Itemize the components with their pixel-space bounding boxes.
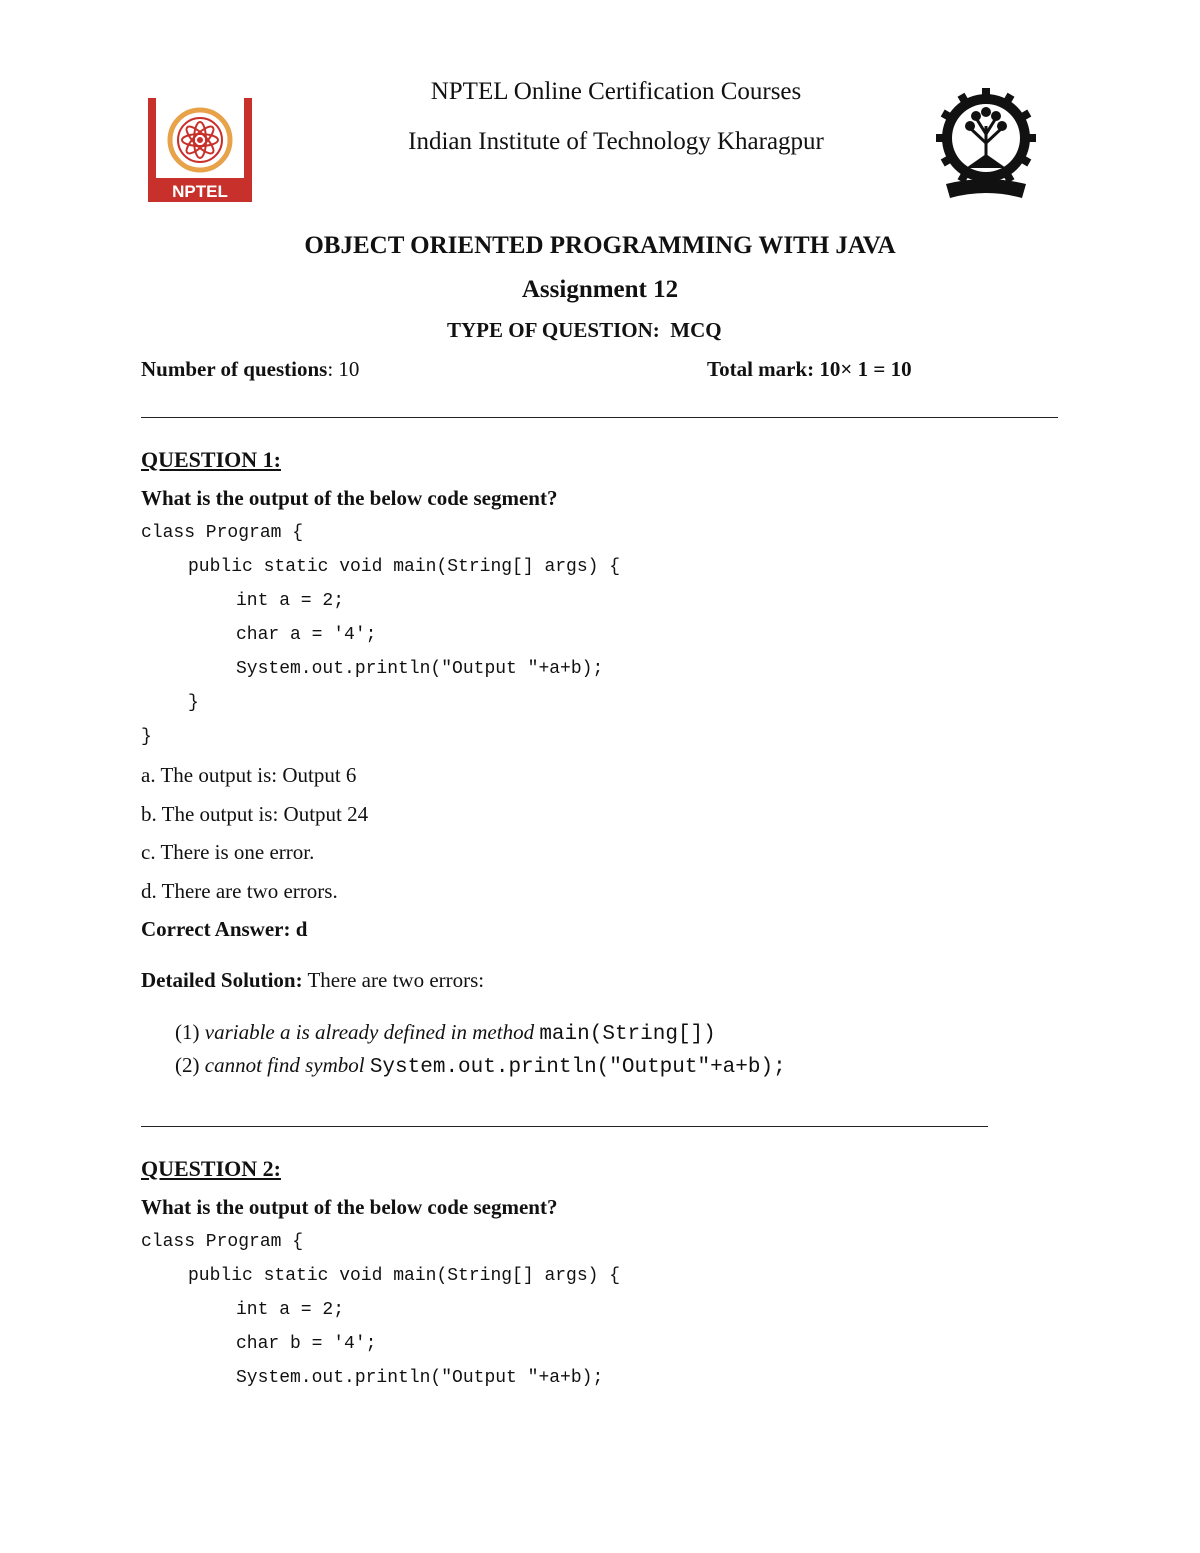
header-line-2: Indian Institute of Technology Kharagpur bbox=[408, 128, 824, 155]
question-1-option-b: b. The output is: Output 24 bbox=[141, 802, 369, 826]
code-line: public static void main(String[] args) { bbox=[188, 557, 621, 577]
solution-point-text: variable a is already defined in method bbox=[204, 1020, 535, 1044]
code-line: int a = 2; bbox=[236, 1300, 345, 1320]
total-mark: Total mark: 10× 1 = 10 bbox=[707, 357, 912, 381]
question-type-label: TYPE OF QUESTION: bbox=[447, 318, 660, 342]
assignment-title: Assignment 12 bbox=[521, 276, 679, 303]
question-1-option-a: a. The output is: Output 6 bbox=[141, 763, 357, 787]
question-type-value: MCQ bbox=[670, 318, 722, 342]
question-1-heading: QUESTION 1: bbox=[141, 447, 281, 472]
question-1-answer bbox=[141, 917, 307, 942]
code-line: class Program { bbox=[141, 1232, 304, 1252]
solution-point-num: (2) bbox=[175, 1053, 200, 1077]
code-line: public static void main(String[] args) { bbox=[188, 1266, 621, 1286]
code-line: System.out.println("Output "+a+b); bbox=[236, 659, 604, 679]
solution-point-1 bbox=[175, 1020, 716, 1046]
question-1-prompt: What is the output of the below code segment? bbox=[141, 486, 558, 510]
question-1-option-d: d. There are two errors. bbox=[141, 879, 338, 903]
solution-point-text: cannot find symbol bbox=[204, 1053, 365, 1077]
solution-point-2 bbox=[175, 1053, 786, 1079]
solution-text: There are two errors: bbox=[307, 968, 485, 992]
solution-point-code: System.out.println("Output"+a+b); bbox=[369, 1056, 786, 1079]
question-1-solution bbox=[141, 968, 484, 993]
divider bbox=[141, 1126, 988, 1127]
code-line: } bbox=[188, 693, 199, 713]
iit-kharagpur-emblem bbox=[928, 70, 1028, 182]
question-type bbox=[447, 318, 722, 343]
answer-value: d bbox=[295, 917, 308, 941]
question-2-heading: QUESTION 2: bbox=[141, 1156, 281, 1181]
num-questions-value: 10 bbox=[338, 357, 360, 381]
course-title: OBJECT ORIENTED PROGRAMMING WITH JAVA bbox=[304, 232, 896, 259]
header-line-1: NPTEL Online Certification Courses bbox=[430, 78, 802, 105]
divider bbox=[141, 417, 1058, 418]
code-line: class Program { bbox=[141, 523, 304, 543]
code-line: int a = 2; bbox=[236, 591, 345, 611]
question-1-option-c: c. There is one error. bbox=[141, 840, 315, 864]
code-line: char a = '4'; bbox=[236, 625, 377, 645]
solution-point-num: (1) bbox=[175, 1020, 200, 1044]
question-2-prompt: What is the output of the below code segment? bbox=[141, 1195, 558, 1219]
solution-label: Detailed Solution: bbox=[141, 968, 303, 992]
code-line: } bbox=[141, 727, 152, 747]
num-questions-sep: : bbox=[327, 357, 334, 381]
num-questions bbox=[141, 357, 359, 382]
code-line: char b = '4'; bbox=[236, 1334, 377, 1354]
solution-point-code: main(String[]) bbox=[539, 1023, 716, 1046]
nptel-logo-text: NPTEL bbox=[172, 182, 228, 201]
code-line: System.out.println("Output "+a+b); bbox=[236, 1368, 604, 1388]
num-questions-label: Number of questions bbox=[141, 357, 328, 381]
answer-label: Correct Answer: bbox=[141, 917, 291, 941]
